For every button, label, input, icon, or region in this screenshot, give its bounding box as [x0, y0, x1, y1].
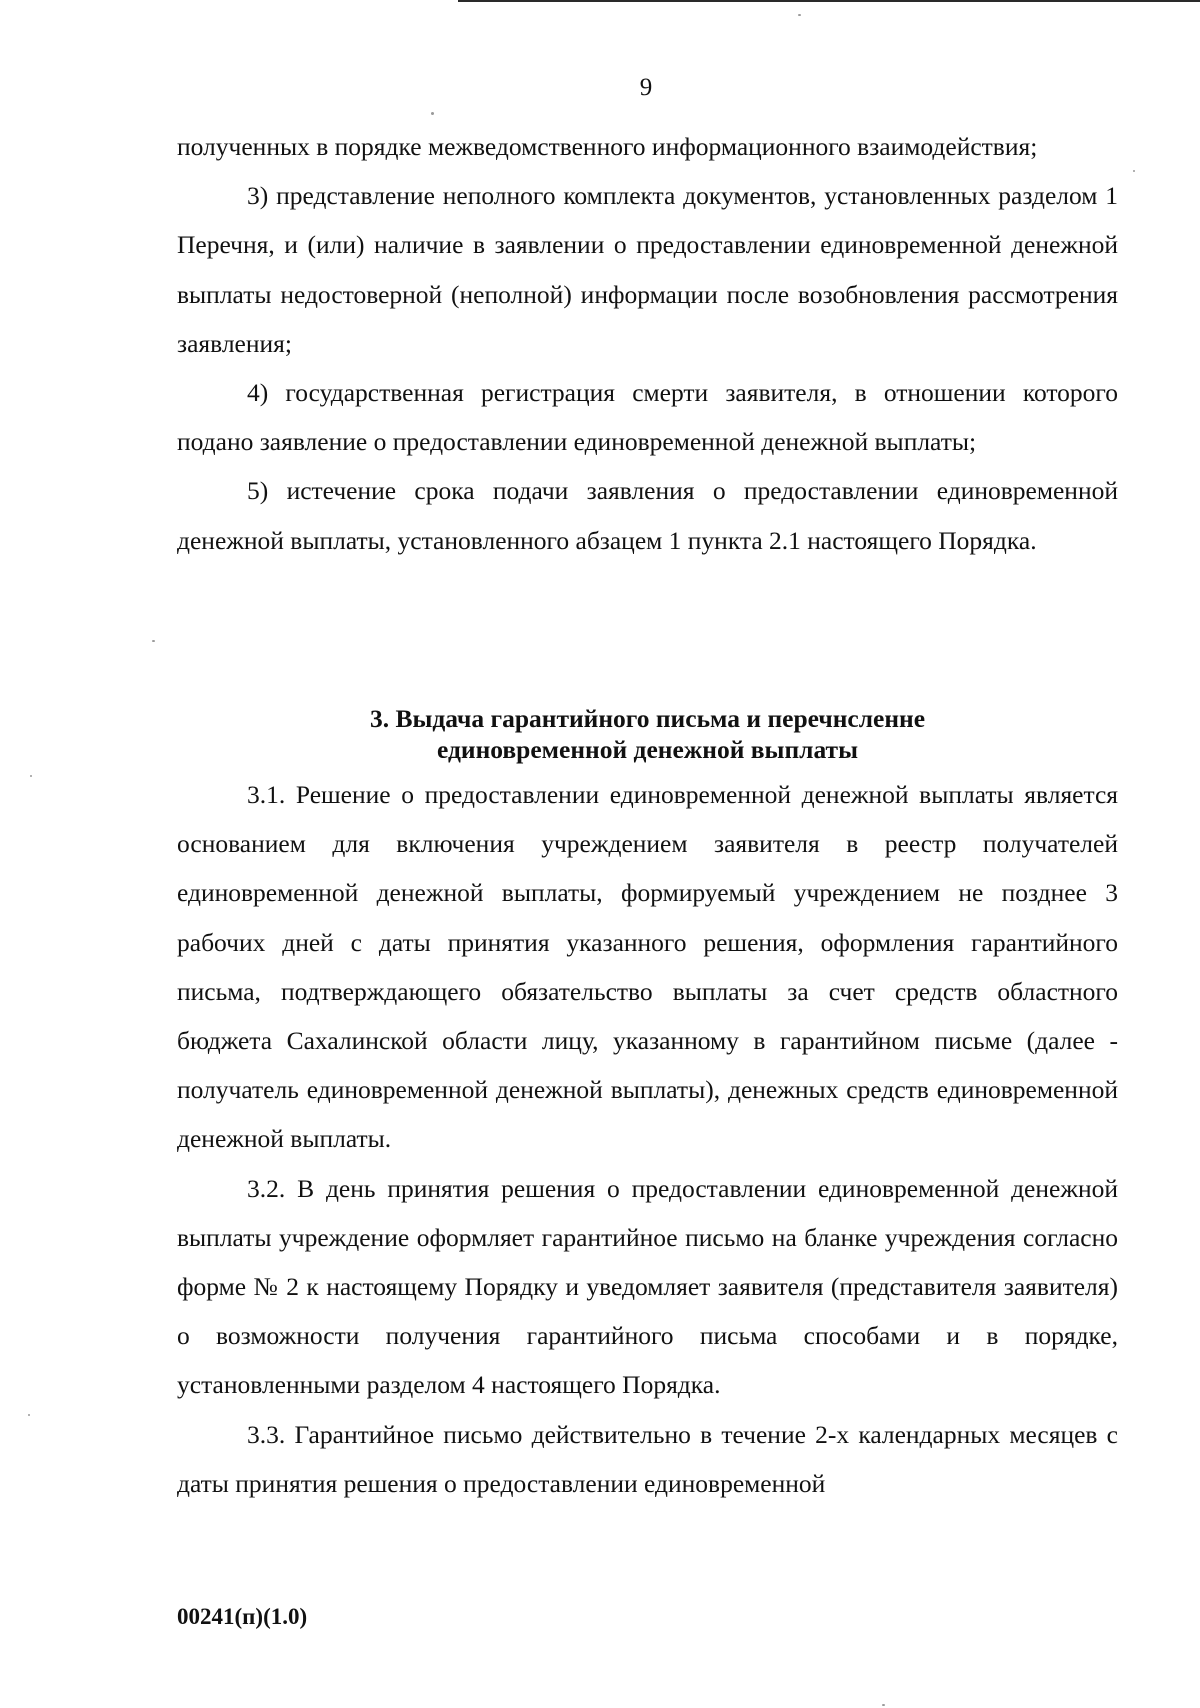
continuation-paragraph: полученных в порядке межведомственного информационного взаимодействия;	[177, 132, 1038, 161]
scan-speck	[30, 775, 32, 777]
scan-speck	[798, 14, 801, 16]
list-item-3: 3) представление неполного комплекта документов, установленных разделом 1 Перечня, и (или) наличие в заявлении о предоставлении единовременной денежной выплаты недостоверной (неполной) информации после возобновления рассмотрения заявления;	[177, 181, 1118, 358]
page-number: 9	[639, 74, 653, 101]
document-code: 00241(п)(1.0)	[177, 1604, 308, 1629]
scan-speck	[431, 112, 434, 115]
section-heading	[177, 703, 1118, 765]
scan-speck	[882, 1704, 885, 1706]
scan-speck	[152, 640, 155, 642]
clause-3-1: 3.1. Решение о предоставлении единовременной денежной выплаты является основанием для включения учреждением заявителя в реестр получателей единовременной денежной выплаты, формируемый учреждением не позднее 3 рабочих дней с даты принятия указанного решения, оформления гарантийного письма, подтверждающего обязательство выплаты за счет средств областного бюджета Сахалинской области лицу, указанному в гарантийном письме (далее - получатель единовременной денежной выплаты), денежных средств единовременной денежной выплаты.	[177, 780, 1118, 1154]
section-heading-line-2: единовременной денежной выплаты	[437, 735, 858, 764]
clause-3-3: 3.3. Гарантийное письмо действительно в течение 2-х календарных месяцев с даты принятия решения о предоставлении единовременной	[177, 1419, 1118, 1498]
list-item-5: 5) истечение срока подачи заявления о предоставлении единовременной денежной выплаты, установленного абзацем 1 пункта 2.1 настоящего Порядка.	[177, 476, 1118, 555]
scan-speck	[1133, 170, 1135, 172]
clause-3-2: 3.2. В день принятия решения о предоставлении единовременной денежной выплаты учреждение оформляет гарантийное письмо на бланке учреждения согласно форме № 2 к настоящему Порядку и уведомляет заявителя (представителя заявителя) о возможности получения гарантийного письма способами и в порядке, установленными разделом 4 настоящего Порядка.	[177, 1173, 1118, 1400]
section-body	[177, 770, 1118, 1508]
scan-speck	[28, 1414, 30, 1416]
section-heading-line-1: 3. Выдача гарантийного письма и перечнсленне	[369, 704, 926, 733]
body-text-top	[177, 122, 1118, 565]
list-item-4: 4) государственная регистрация смерти заявителя, в отношении которого подано заявление о предоставлении единовременной денежной выплаты;	[177, 378, 1118, 457]
top-edge-line	[458, 0, 1200, 2]
